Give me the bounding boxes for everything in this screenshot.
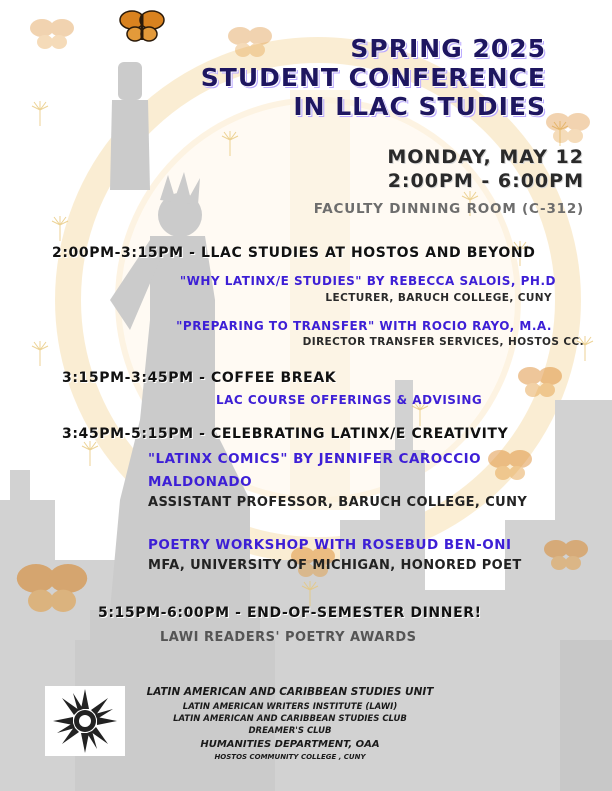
talk-title-continued: MALDONADO: [148, 474, 253, 490]
session-heading: 3:45PM-5:15PM - CELEBRATING LATINX/E CREATIVITY: [62, 426, 509, 442]
talk-affiliation: LECTURER, BARUCH COLLEGE, CUNY: [325, 292, 552, 304]
talk-title: LAC COURSE OFFERINGS & ADVISING: [216, 393, 483, 407]
talk-affiliation: MFA, UNIVERSITY OF MICHIGAN, HONORED POET: [148, 558, 522, 573]
talk-title: "WHY LATINX/E STUDIES" BY REBECCA SALOIS, PH.D: [179, 274, 556, 288]
footer-dreamers: DREAMER'S CLUB: [248, 726, 332, 736]
talk-affiliation: DIRECTOR TRANSFER SERVICES, HOSTOS CC.: [302, 336, 584, 348]
talk-affiliation: ASSISTANT PROFESSOR, BARUCH COLLEGE, CUNY: [148, 495, 528, 510]
title-line-1: SPRING 2025: [350, 34, 546, 63]
session-heading: 5:15PM-6:00PM - END-OF-SEMESTER DINNER!: [98, 605, 482, 621]
talk-title: POETRY WORKSHOP WITH ROSEBUD BEN-ONI: [148, 537, 512, 553]
footer-institute: LATIN AMERICAN WRITERS INSTITUTE (LAWI): [182, 702, 398, 712]
footer-club: LATIN AMERICAN AND CARIBBEAN STUDIES CLUB: [173, 714, 407, 724]
event-time: 2:00PM - 6:00PM: [387, 170, 584, 192]
monarch-butterfly-icon: [546, 113, 590, 143]
monarch-butterfly-icon: [120, 11, 164, 41]
footer-department: HUMANITIES DEPARTMENT, OAA: [200, 739, 380, 750]
session-heading: 2:00PM-3:15PM - LLAC STUDIES AT HOSTOS AND BEYOND: [52, 245, 536, 261]
monarch-butterfly-icon: [30, 19, 74, 49]
talk-title: "LATINX COMICS" BY JENNIFER CAROCCIO: [148, 451, 482, 467]
title-line-2: STUDENT CONFERENCE: [200, 63, 546, 92]
talk-title: LAWI READERS' POETRY AWARDS: [160, 630, 417, 645]
event-location: FACULTY DINNING ROOM (C-312): [313, 201, 584, 217]
event-date: MONDAY, MAY 12: [387, 146, 584, 168]
title-line-3: IN LLAC STUDIES: [293, 92, 546, 121]
footer-college: HOSTOS COMMUNITY COLLEGE , CUNY: [214, 753, 366, 761]
hostos-sun-logo-icon: [45, 686, 125, 756]
talk-title: "PREPARING TO TRANSFER" WITH ROCIO RAYO, M.A.: [176, 319, 552, 333]
footer-unit: LATIN AMERICAN AND CARIBBEAN STUDIES UNIT: [146, 686, 434, 698]
session-heading: 3:15PM-3:45PM - COFFEE BREAK: [62, 370, 337, 386]
